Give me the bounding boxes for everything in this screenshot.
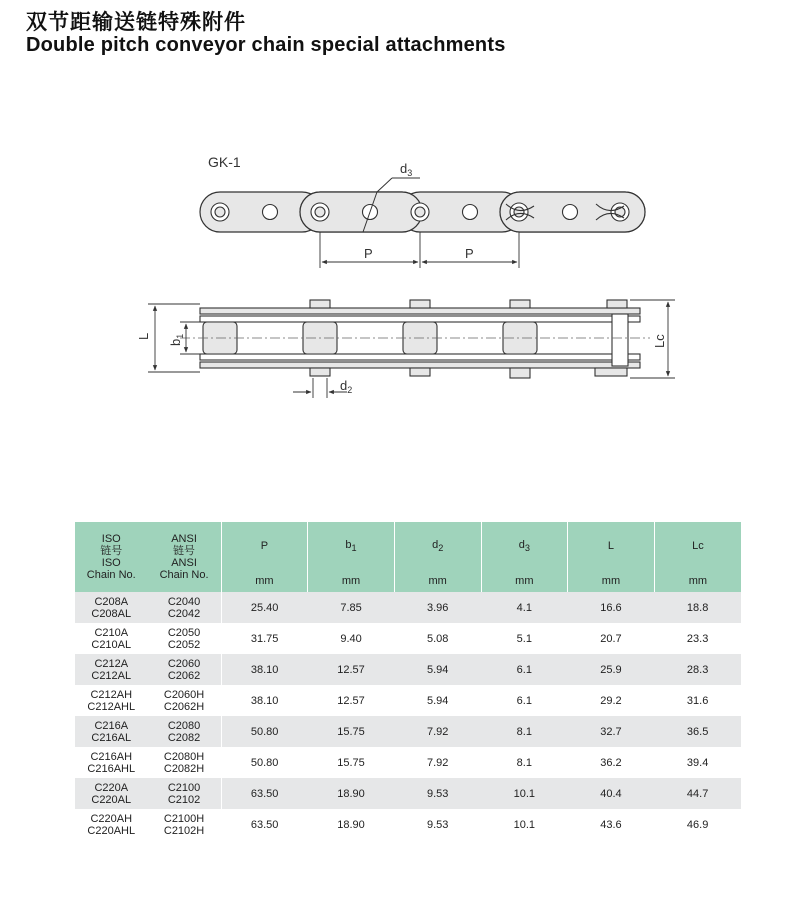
pitch-dimensions bbox=[320, 232, 519, 268]
table-row bbox=[75, 685, 741, 716]
lc-cell: 18.8 bbox=[654, 592, 741, 623]
b1-cell: 18.90 bbox=[337, 818, 365, 831]
p-cell: 31.75 bbox=[250, 632, 279, 645]
d2-cell: 7.92 bbox=[426, 756, 449, 769]
lc-cell: 23.3 bbox=[686, 632, 709, 645]
lc-label: Lc bbox=[652, 334, 667, 348]
iso-chain-cell: C220AH C220AHL bbox=[87, 812, 136, 837]
chain-holes bbox=[211, 203, 629, 221]
ansi-header: ANSI 链号 ANSI Chain No. bbox=[148, 522, 222, 592]
b1-cell: 12.57 bbox=[337, 694, 365, 707]
table-row bbox=[75, 623, 741, 654]
l-cell: 16.6 bbox=[568, 592, 655, 623]
p-cell: 63.50 bbox=[250, 818, 279, 831]
d3-cell: 8.1 bbox=[516, 756, 532, 769]
lc-cell: 44.7 bbox=[654, 778, 741, 809]
lc-cell: 36.5 bbox=[654, 716, 741, 747]
pitch-label-2: P bbox=[465, 246, 474, 261]
table-row bbox=[75, 716, 741, 747]
b1-cell: 15.75 bbox=[337, 756, 365, 769]
unit-cell: mm bbox=[654, 570, 741, 592]
b1-cell: 12.57 bbox=[308, 654, 395, 685]
unit-cell: mm bbox=[394, 570, 481, 592]
iso-header: ISO 链号 ISO Chain No. bbox=[75, 522, 148, 592]
col-header-l: L bbox=[568, 522, 655, 570]
p-cell: 25.40 bbox=[221, 592, 308, 623]
d2-dimension bbox=[293, 378, 347, 398]
col-header-p: P bbox=[221, 522, 308, 570]
table-row bbox=[75, 654, 741, 685]
spec-table bbox=[75, 522, 741, 840]
d2-cell: 3.96 bbox=[394, 592, 481, 623]
unit-cell: mm bbox=[481, 570, 568, 592]
ansi-chain-cell: C2040 C2042 bbox=[148, 592, 222, 623]
iso-chain-cell: C212A C212AL bbox=[75, 654, 148, 685]
d3-label: $d_3$ bbox=[400, 161, 413, 178]
d3-cell: 6.1 bbox=[516, 694, 532, 707]
model-label: GK-1 bbox=[208, 154, 241, 170]
col-header-lc: Lc bbox=[654, 522, 741, 570]
d2-cell: 7.92 bbox=[394, 716, 481, 747]
d3-cell: 8.1 bbox=[481, 716, 568, 747]
ansi-chain-cell: C2100 C2102 bbox=[148, 778, 222, 809]
table-row bbox=[75, 592, 741, 623]
l-cell: 43.6 bbox=[600, 818, 622, 831]
l-label: L bbox=[136, 332, 151, 340]
col-header-b1: $b_1$ bbox=[308, 522, 395, 570]
pin-hole-inner bbox=[215, 207, 225, 217]
lc-cell: 46.9 bbox=[686, 818, 709, 831]
table-row bbox=[75, 747, 741, 778]
l-cell: 29.2 bbox=[600, 694, 622, 707]
iso-chain-cell: C208A C208AL bbox=[75, 592, 148, 623]
lc-cell: 39.4 bbox=[686, 756, 709, 769]
unit-cell: mm bbox=[221, 570, 308, 592]
hole bbox=[463, 205, 478, 220]
iso-chain-cell: C220A C220AL bbox=[75, 778, 148, 809]
iso-chain-cell: C216AH C216AHL bbox=[87, 750, 136, 775]
pin-hole-inner bbox=[315, 207, 325, 217]
b1-cell: 9.40 bbox=[340, 632, 362, 645]
unit-cell: mm bbox=[568, 570, 655, 592]
hole bbox=[563, 205, 578, 220]
col-header-d2: $d_2$ bbox=[394, 522, 481, 570]
p-cell: 50.80 bbox=[221, 716, 308, 747]
table-row bbox=[75, 778, 741, 809]
l-cell: 36.2 bbox=[600, 756, 622, 769]
table-row bbox=[75, 809, 741, 840]
d3-cell: 10.1 bbox=[481, 778, 568, 809]
ansi-chain-cell: C2080 C2082 bbox=[148, 716, 222, 747]
p-cell: 38.10 bbox=[221, 654, 308, 685]
lc-cell: 31.6 bbox=[686, 694, 709, 707]
pin-hole-inner bbox=[514, 207, 524, 217]
ansi-chain-cell: C2100H C2102H bbox=[148, 809, 222, 840]
l-cell: 32.7 bbox=[568, 716, 655, 747]
d2-label: $d_2$ bbox=[340, 378, 353, 395]
iso-chain-cell: C210A C210AL bbox=[91, 626, 132, 651]
d2-cell: 5.94 bbox=[394, 654, 481, 685]
chain-side-view bbox=[200, 300, 640, 378]
page-title-cn: 双节距输送链特殊附件 bbox=[26, 10, 246, 34]
lc-cell: 28.3 bbox=[654, 654, 741, 685]
l-cell: 20.7 bbox=[600, 632, 622, 645]
p-cell: 38.10 bbox=[250, 694, 279, 707]
ansi-chain-cell: C2080H C2082H bbox=[148, 747, 222, 778]
ansi-chain-cell: C2060 C2062 bbox=[148, 654, 222, 685]
ansi-chain-cell: C2050 C2052 bbox=[148, 623, 222, 654]
iso-chain-cell: C212AH C212AHL bbox=[87, 688, 136, 713]
b1-label: $b_1$ bbox=[168, 333, 185, 346]
p-cell: 50.80 bbox=[250, 756, 279, 769]
col-header-d3: $d_3$ bbox=[481, 522, 568, 570]
b1-cell: 18.90 bbox=[308, 778, 395, 809]
d3-cell: 10.1 bbox=[513, 818, 536, 831]
ansi-chain-cell: C2060H C2062H bbox=[148, 685, 222, 716]
d2-cell: 5.08 bbox=[426, 632, 449, 645]
hole bbox=[263, 205, 278, 220]
pin-hole-inner bbox=[415, 207, 425, 217]
p-cell: 63.50 bbox=[221, 778, 308, 809]
spec-table-body bbox=[75, 592, 741, 840]
unit-cell: mm bbox=[308, 570, 395, 592]
l-cell: 40.4 bbox=[568, 778, 655, 809]
d3-cell: 4.1 bbox=[481, 592, 568, 623]
iso-chain-cell: C216A C216AL bbox=[75, 716, 148, 747]
d2-cell: 9.53 bbox=[394, 778, 481, 809]
l-cell: 25.9 bbox=[568, 654, 655, 685]
d3-cell: 5.1 bbox=[516, 632, 532, 645]
d3-cell: 6.1 bbox=[481, 654, 568, 685]
b1-cell: 7.85 bbox=[308, 592, 395, 623]
page-title-en: Double pitch conveyor chain special attachments bbox=[26, 34, 506, 56]
b1-cell: 15.75 bbox=[308, 716, 395, 747]
d2-cell: 5.94 bbox=[426, 694, 449, 707]
pitch-label-1: P bbox=[364, 246, 373, 261]
d2-cell: 9.53 bbox=[426, 818, 449, 831]
